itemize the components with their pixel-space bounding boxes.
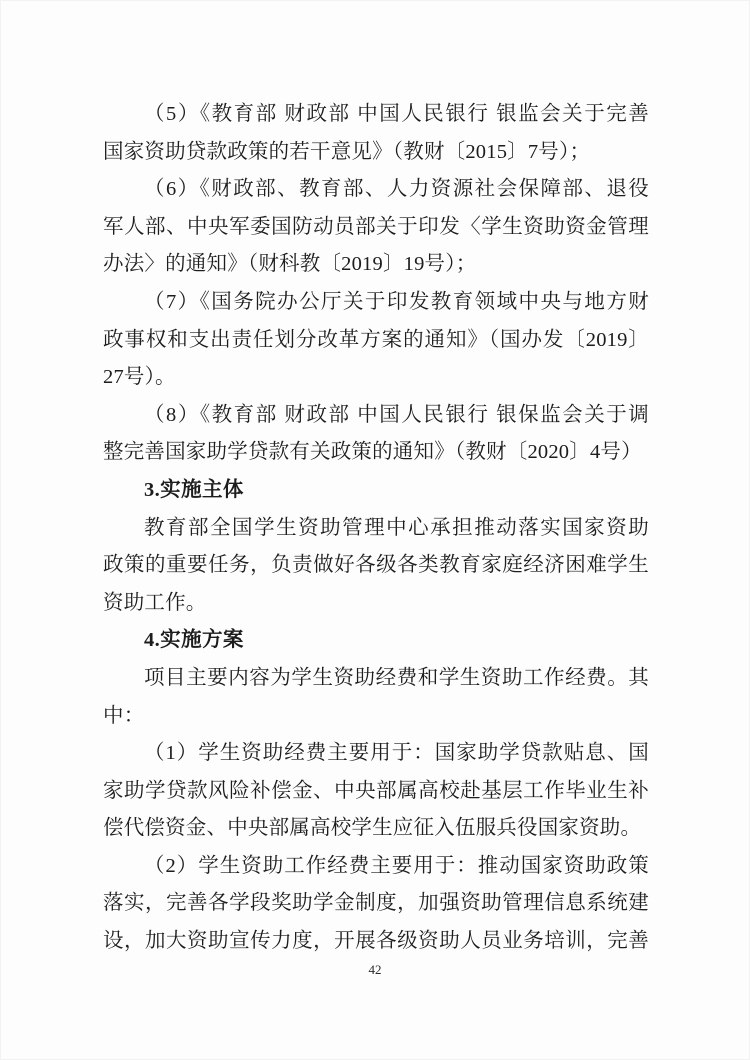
document-body	[103, 96, 649, 961]
text-line: 办法〉的通知》（财科教〔2019〕19号）；	[103, 253, 477, 276]
paragraph	[103, 848, 649, 961]
text-line: 项目主要内容为学生资助经费和学生资助工作经费。其	[144, 666, 649, 689]
paragraph	[103, 510, 649, 623]
text-line: 设，加大资助宣传力度，开展各级资助人员业务培训，完善	[103, 930, 649, 953]
paragraph	[103, 96, 649, 171]
text-line: 政事权和支出责任划分改革方案的通知》（国办发〔2019〕	[103, 328, 649, 351]
text-line: （7）《国务院办公厅关于印发教育领域中央与地方财	[144, 290, 649, 313]
paragraph	[103, 397, 649, 472]
paragraph	[103, 660, 649, 735]
text-line: （2）学生资助工作经费主要用于：推动国家资助政策	[144, 854, 649, 877]
text-line: （5）《教育部 财政部 中国人民银行 银监会关于完善	[144, 103, 649, 125]
text-line: 中：	[103, 704, 145, 727]
text-line: 军人部、中央军委国防动员部关于印发〈学生资助资金管理	[103, 215, 649, 238]
text-line: 政策的重要任务，负责做好各级各类教育家庭经济困难学生	[103, 554, 649, 577]
text-line: 国家资助贷款政策的若干意见》（教财〔2015〕7号）；	[103, 140, 591, 163]
text-line: 4.实施方案	[144, 629, 244, 652]
text-line: 资助工作。	[103, 591, 207, 614]
section-heading	[103, 622, 649, 660]
text-line: （1）学生资助经费主要用于：国家助学贷款贴息、国	[144, 742, 649, 765]
text-line: （8）《教育部 财政部 中国人民银行 银保监会关于调	[144, 403, 649, 426]
text-line: 落实，完善各学段奖助学金制度，加强资助管理信息系统建	[103, 892, 649, 915]
text-line: 家助学贷款风险补偿金、中央部属高校赴基层工作毕业生补	[103, 779, 649, 802]
text-line: 3.实施主体	[144, 478, 244, 501]
text-line: 整完善国家助学贷款有关政策的通知》（教财〔2020〕4号）	[103, 441, 642, 464]
paragraph	[103, 735, 649, 848]
page-number: 42	[368, 962, 382, 977]
section-heading	[103, 472, 649, 510]
text-line: 27号）。	[103, 366, 176, 389]
text-line: 教育部全国学生资助管理中心承担推动落实国家资助	[144, 516, 649, 539]
text-line: 偿代偿资金、中央部属高校学生应征入伍服兵役国家资助。	[103, 817, 642, 840]
paragraph	[103, 284, 649, 397]
text-line: （6）《财政部、教育部、人力资源社会保障部、退役	[144, 178, 649, 201]
paragraph	[103, 171, 649, 284]
